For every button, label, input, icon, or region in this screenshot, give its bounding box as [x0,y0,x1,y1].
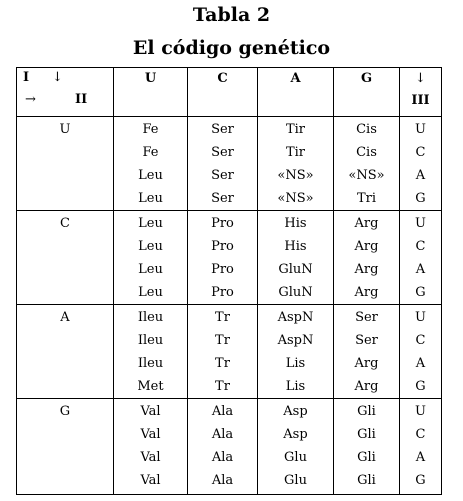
header-second-base-a: A [258,68,334,117]
amino-acid-label: Val [140,473,161,488]
amino-acid-label: Arg [354,262,379,277]
amino-acid-cell [258,305,334,399]
amino-acid-label: Arg [354,356,379,371]
header-row [17,68,442,117]
amino-acid-label: Arg [354,379,379,394]
amino-acid-label: Val [140,404,161,419]
amino-acid-label: Leu [138,285,163,300]
amino-acid-label: Gli [357,473,376,488]
first-base-label: C [60,216,70,231]
third-base-label: C [415,145,426,160]
amino-acid-label: GluN [278,285,313,300]
codon-group-row [17,305,442,399]
header-second-base-c: C [188,68,258,117]
amino-acid-label: Asp [283,427,308,442]
amino-acid-label: Met [137,379,164,394]
table-title: Tabla 2 [192,4,271,26]
amino-acid-label: His [284,216,307,231]
amino-acid-label: Ileu [137,356,164,371]
amino-acid-label: Leu [138,168,163,183]
amino-acid-label: Ala [211,473,234,488]
amino-acid-label: Leu [138,191,163,206]
amino-acid-label: Arg [354,239,379,254]
third-base-label: C [415,239,426,254]
codon-group-row [17,211,442,305]
amino-acid-label: Gli [357,450,376,465]
amino-acid-cell [334,117,400,211]
amino-acid-label: Tir [285,145,306,160]
amino-acid-label: Pro [211,239,234,254]
amino-acid-cell [188,117,258,211]
amino-acid-cell [114,211,188,305]
down-arrow-icon: ↓ [52,70,63,85]
third-base-label: A [415,356,426,371]
amino-acid-cell [188,305,258,399]
third-base-label: C [415,333,426,348]
amino-acid-label: Arg [354,285,379,300]
header-third-label: III [411,93,430,108]
amino-acid-label: Leu [138,216,163,231]
header-first-label: I [23,70,30,85]
amino-acid-label: Gli [357,404,376,419]
amino-acid-cell [258,211,334,305]
amino-acid-label: Lis [285,356,306,371]
amino-acid-label: Pro [211,216,234,231]
amino-acid-label: Pro [211,285,234,300]
amino-acid-cell [114,117,188,211]
first-base-label: U [59,122,71,137]
amino-acid-label: Tr [215,310,230,325]
amino-acid-cell [188,211,258,305]
amino-acid-label: Ser [211,191,234,206]
third-base-label: G [415,285,426,300]
amino-acid-label: Val [140,450,161,465]
third-base-label: G [415,191,426,206]
third-base-label: A [415,450,426,465]
first-base-cell [17,399,114,495]
third-base-cell [400,211,442,305]
amino-acid-cell [334,211,400,305]
amino-acid-label: Ileu [137,310,164,325]
amino-acid-label: Ser [211,122,234,137]
right-arrow-icon: → [25,92,36,107]
third-base-label: G [415,379,426,394]
genetic-code-table [16,67,442,495]
header-second-base-u: U [114,68,188,117]
amino-acid-label: Ala [211,404,234,419]
amino-acid-label: «NS» [348,168,385,183]
third-base-label: A [415,262,426,277]
amino-acid-label: Fe [142,122,159,137]
amino-acid-label: Val [140,427,161,442]
amino-acid-label: «NS» [277,191,314,206]
amino-acid-cell [334,305,400,399]
amino-acid-label: Fe [142,145,159,160]
third-base-label: C [415,427,426,442]
amino-acid-label: Ser [211,168,234,183]
amino-acid-label: Glu [284,473,307,488]
amino-acid-label: Ileu [137,333,164,348]
third-base-label: U [415,310,426,325]
amino-acid-label: Tri [356,191,377,206]
codon-group-row [17,117,442,211]
amino-acid-cell [114,399,188,495]
amino-acid-label: Tr [215,333,230,348]
amino-acid-label: Tr [215,356,230,371]
amino-acid-label: Gli [357,427,376,442]
amino-acid-label: Ser [211,145,234,160]
amino-acid-label: Tir [285,122,306,137]
amino-acid-label: «NS» [277,168,314,183]
third-base-label: G [415,473,426,488]
codon-group-row [17,399,442,495]
third-base-cell [400,305,442,399]
amino-acid-label: Leu [138,239,163,254]
amino-acid-label: Cis [356,145,377,160]
first-base-cell [17,117,114,211]
amino-acid-label: Arg [354,216,379,231]
amino-acid-label: Ser [355,310,378,325]
amino-acid-cell [258,117,334,211]
amino-acid-label: Tr [215,379,230,394]
amino-acid-label: Cis [356,122,377,137]
amino-acid-label: Asp [283,404,308,419]
amino-acid-label: AspN [277,310,314,325]
header-third-base-cell [400,68,442,117]
amino-acid-label: Ala [211,427,234,442]
header-first-base-cell [17,68,114,117]
amino-acid-cell [188,399,258,495]
header-second-base-g: G [334,68,400,117]
amino-acid-cell [114,305,188,399]
amino-acid-label: Glu [284,450,307,465]
first-base-label: G [59,404,71,419]
first-base-cell [17,305,114,399]
third-base-label: U [415,122,426,137]
amino-acid-label: Lis [285,379,306,394]
header-second-label: II [75,92,88,107]
amino-acid-label: GluN [278,262,313,277]
first-base-cell [17,211,114,305]
first-base-label: A [60,310,70,325]
third-base-label: U [415,404,426,419]
table-subtitle: El código genético [132,37,331,59]
amino-acid-label: AspN [277,333,314,348]
third-base-cell [400,117,442,211]
amino-acid-label: Leu [138,262,163,277]
third-base-label: U [415,216,426,231]
third-base-label: A [415,168,426,183]
amino-acid-label: Ala [211,450,234,465]
amino-acid-label: Pro [211,262,234,277]
third-base-cell [400,399,442,495]
amino-acid-cell [258,399,334,495]
amino-acid-label: Ser [355,333,378,348]
amino-acid-label: His [284,239,307,254]
amino-acid-cell [334,399,400,495]
down-arrow-icon: ↓ [415,71,426,86]
